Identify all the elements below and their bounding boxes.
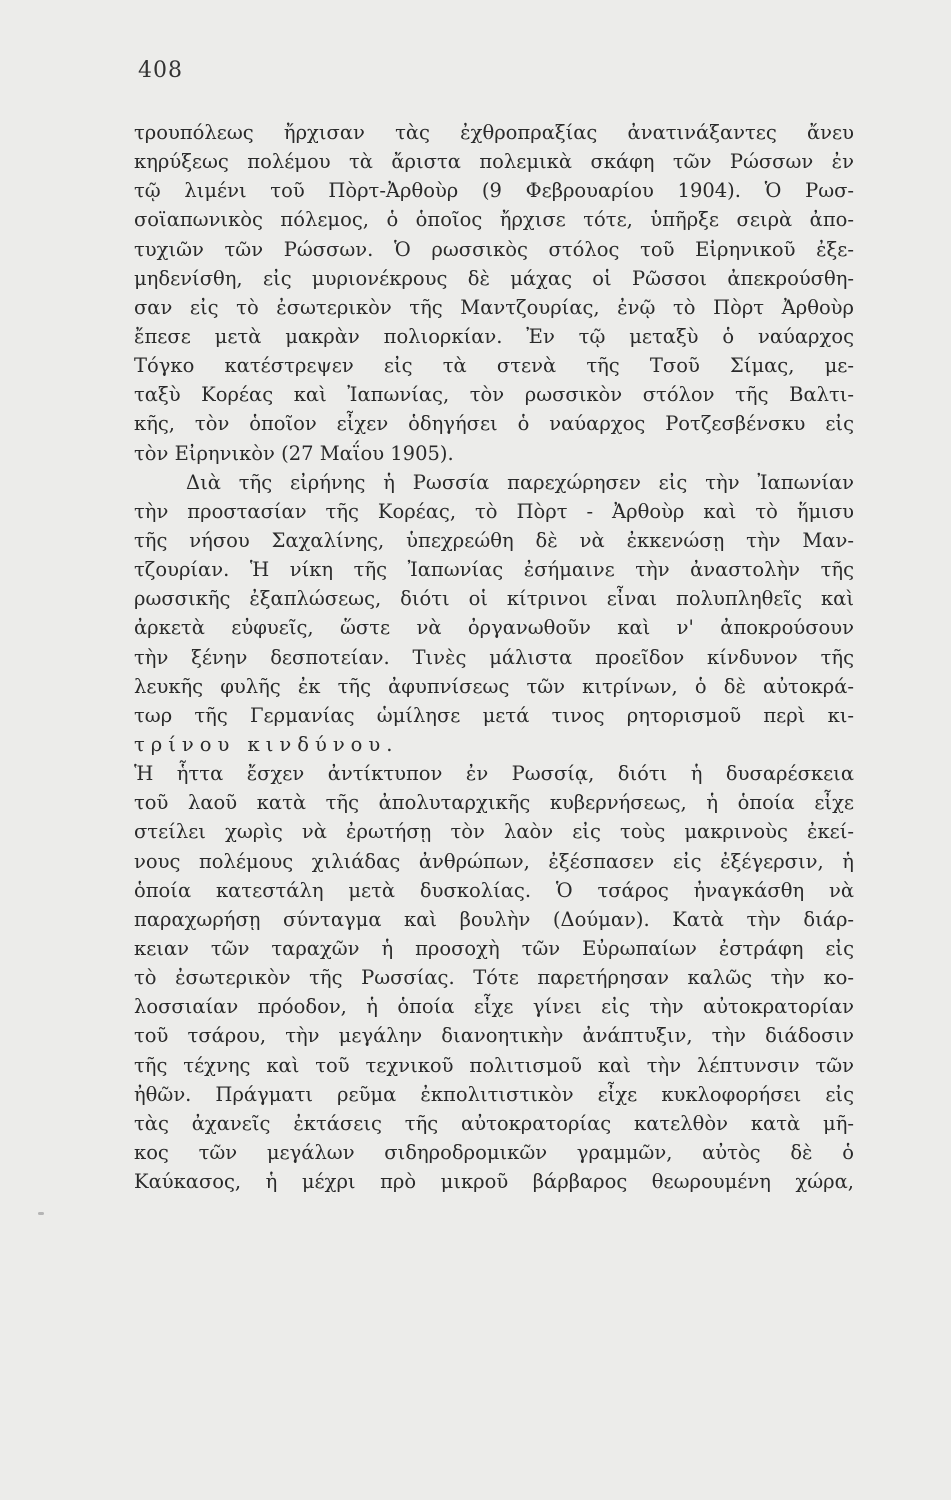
paragraph-end-line: τὸν Εἰρηνικὸν (27 Μαΐου 1905). <box>134 441 454 465</box>
text-line: λευκῆς φυλῆς ἐκ τῆς ἀφυπνίσεως τῶν κιτρίνων, ὁ δὲ αὐτοκρά- <box>134 674 854 698</box>
text-line: νους πολέμους χιλιάδας ἀνθρώπων, ἐξέσπασεν εἰς ἐξέγερσιν, ἡ <box>134 849 854 873</box>
text-line: τὴν ξένην δεσποτείαν. Τινὲς μάλιστα προεῖδον κίνδυνον τῆς <box>134 645 854 669</box>
text-line: ὁποία κατεστάλη μετὰ δυσκολίας. Ὁ τσάρος ἠναγκάσθη νὰ <box>134 878 854 902</box>
text-line: μηδενίσθη, εἰς μυριονέκρους δὲ μάχας οἱ Ρῶσσοι ἀπεκρούσθη- <box>134 266 854 290</box>
body-text <box>134 118 854 1196</box>
text-line: τῷ λιμένι τοῦ Πὸρτ-Ἀρθοὺρ (9 Φεβρουαρίου 1904). Ὁ Ρωσ- <box>134 179 854 203</box>
page-number: 408 <box>138 58 183 83</box>
text-line: παραχωρήσῃ σύνταγμα καὶ βουλὴν (Δούμαν). Κατὰ τὴν διάρ- <box>134 907 854 931</box>
text-line: τοῦ λαοῦ κατὰ τῆς ἀπολυταρχικῆς κυβερνήσεως, ἡ ὁποία εἶχε <box>134 791 854 815</box>
paragraph-end-line: τρίνου κινδύνου. <box>134 732 399 756</box>
text-line: ἀρκετὰ εὐφυεῖς, ὥστε νὰ ὀργανωθοῦν καὶ ν' ἀποκρούσουν <box>134 616 854 640</box>
paragraph-start-line: Διὰ τῆς εἰρήνης ἡ Ρωσσία παρεχώρησεν εἰς τὴν Ἰαπωνίαν <box>186 470 854 494</box>
text-line: τὸ ἐσωτερικὸν τῆς Ρωσσίας. Τότε παρετήρησαν καλῶς τὴν κο- <box>134 966 854 990</box>
text-line: κηρύξεως πολέμου τὰ ἄριστα πολεμικὰ σκάφη τῶν Ρώσσων ἐν <box>134 150 854 174</box>
scan-speck <box>38 1212 44 1215</box>
text-line: ταξὺ Κορέας καὶ Ἰαπωνίας, τὸν ρωσσικὸν στόλον τῆς Βαλτι- <box>134 383 854 407</box>
text-line: τῆς νήσου Σαχαλίνης, ὑπεχρεώθη δὲ νὰ ἐκκενώσῃ τὴν Μαν- <box>134 528 854 552</box>
text-line: τὰς ἀχανεῖς ἐκτάσεις τῆς αὐτοκρατορίας κατελθὸν κατὰ μῆ- <box>134 1111 854 1135</box>
text-line: λοσσιαίαν πρόοδον, ἡ ὁποία εἶχε γίνει εἰς τὴν αὐτοκρατορίαν <box>134 995 854 1019</box>
text-line: Καύκασος, ἡ μέχρι πρὸ μικροῦ βάρβαρος θεωρουμένη χώρα, <box>134 1170 854 1194</box>
paragraph-start-line: Ἡ ἧττα ἔσχεν ἀντίκτυπον ἐν Ρωσσίᾳ, διότι ἡ δυσαρέσκεια <box>134 762 854 786</box>
text-line: ρωσσικῆς ἐξαπλώσεως, διότι οἱ κίτρινοι εἶναι πολυπληθεῖς καὶ <box>134 587 854 611</box>
text-line: Τόγκο κατέστρεψεν εἰς τὰ στενὰ τῆς Τσοῦ Σίμας, με- <box>134 354 854 378</box>
text-line: ἔπεσε μετὰ μακρὰν πολιορκίαν. Ἐν τῷ μεταξὺ ὁ ναύαρχος <box>134 324 854 348</box>
text-line: τῆς τέχνης καὶ τοῦ τεχνικοῦ πολιτισμοῦ καὶ τὴν λέπτυνσιν τῶν <box>134 1053 854 1077</box>
text-line: τὴν προστασίαν τῆς Κορέας, τὸ Πὸρτ - Ἀρθοὺρ καὶ τὸ ἥμισυ <box>134 499 854 523</box>
text-line: κειαν τῶν ταραχῶν ἡ προσοχὴ τῶν Εὐρωπαίων ἐστράφη εἰς <box>134 936 854 960</box>
text-line: ἠθῶν. Πράγματι ρεῦμα ἐκπολιτιστικὸν εἶχε κυκλοφορήσει εἰς <box>134 1082 854 1106</box>
text-line: κῆς, τὸν ὁποῖον εἶχεν ὁδηγήσει ὁ ναύαρχος Ροτζεσβένσκυ εἰς <box>134 412 854 436</box>
text-line: τοῦ τσάρου, τὴν μεγάλην διανοητικὴν ἀνάπτυξιν, τὴν διάδοσιν <box>134 1024 854 1048</box>
text-line: κος τῶν μεγάλων σιδηροδρομικῶν γραμμῶν, αὐτὸς δὲ ὁ <box>134 1140 854 1164</box>
text-line: σαν εἰς τὸ ἐσωτερικὸν τῆς Μαντζουρίας, ἐνῷ τὸ Πὸρτ Ἀρθοὺρ <box>134 295 854 319</box>
text-line: σοϊαπωνικὸς πόλεμος, ὁ ὁποῖος ἤρχισε τότε, ὑπῆρξε σειρὰ ἀπο- <box>134 208 854 232</box>
text-line: τζουρίαν. Ἡ νίκη τῆς Ἰαπωνίας ἐσήμαινε τὴν ἀναστολὴν τῆς <box>134 558 854 582</box>
text-line: στείλει χωρὶς νὰ ἐρωτήσῃ τὸν λαὸν εἰς τοὺς μακρινοὺς ἐκεί- <box>134 820 854 844</box>
text-line: τυχιῶν τῶν Ρώσσων. Ὁ ρωσσικὸς στόλος τοῦ Εἰρηνικοῦ ἐξε- <box>134 237 854 261</box>
text-line: τρουπόλεως ἤρχισαν τὰς ἐχθροπραξίας ἀνατινάξαντες ἄνευ <box>134 121 854 144</box>
text-line: τωρ τῆς Γερμανίας ὡμίλησε μετά τινος ρητορισμοῦ περὶ κι- <box>134 703 854 727</box>
